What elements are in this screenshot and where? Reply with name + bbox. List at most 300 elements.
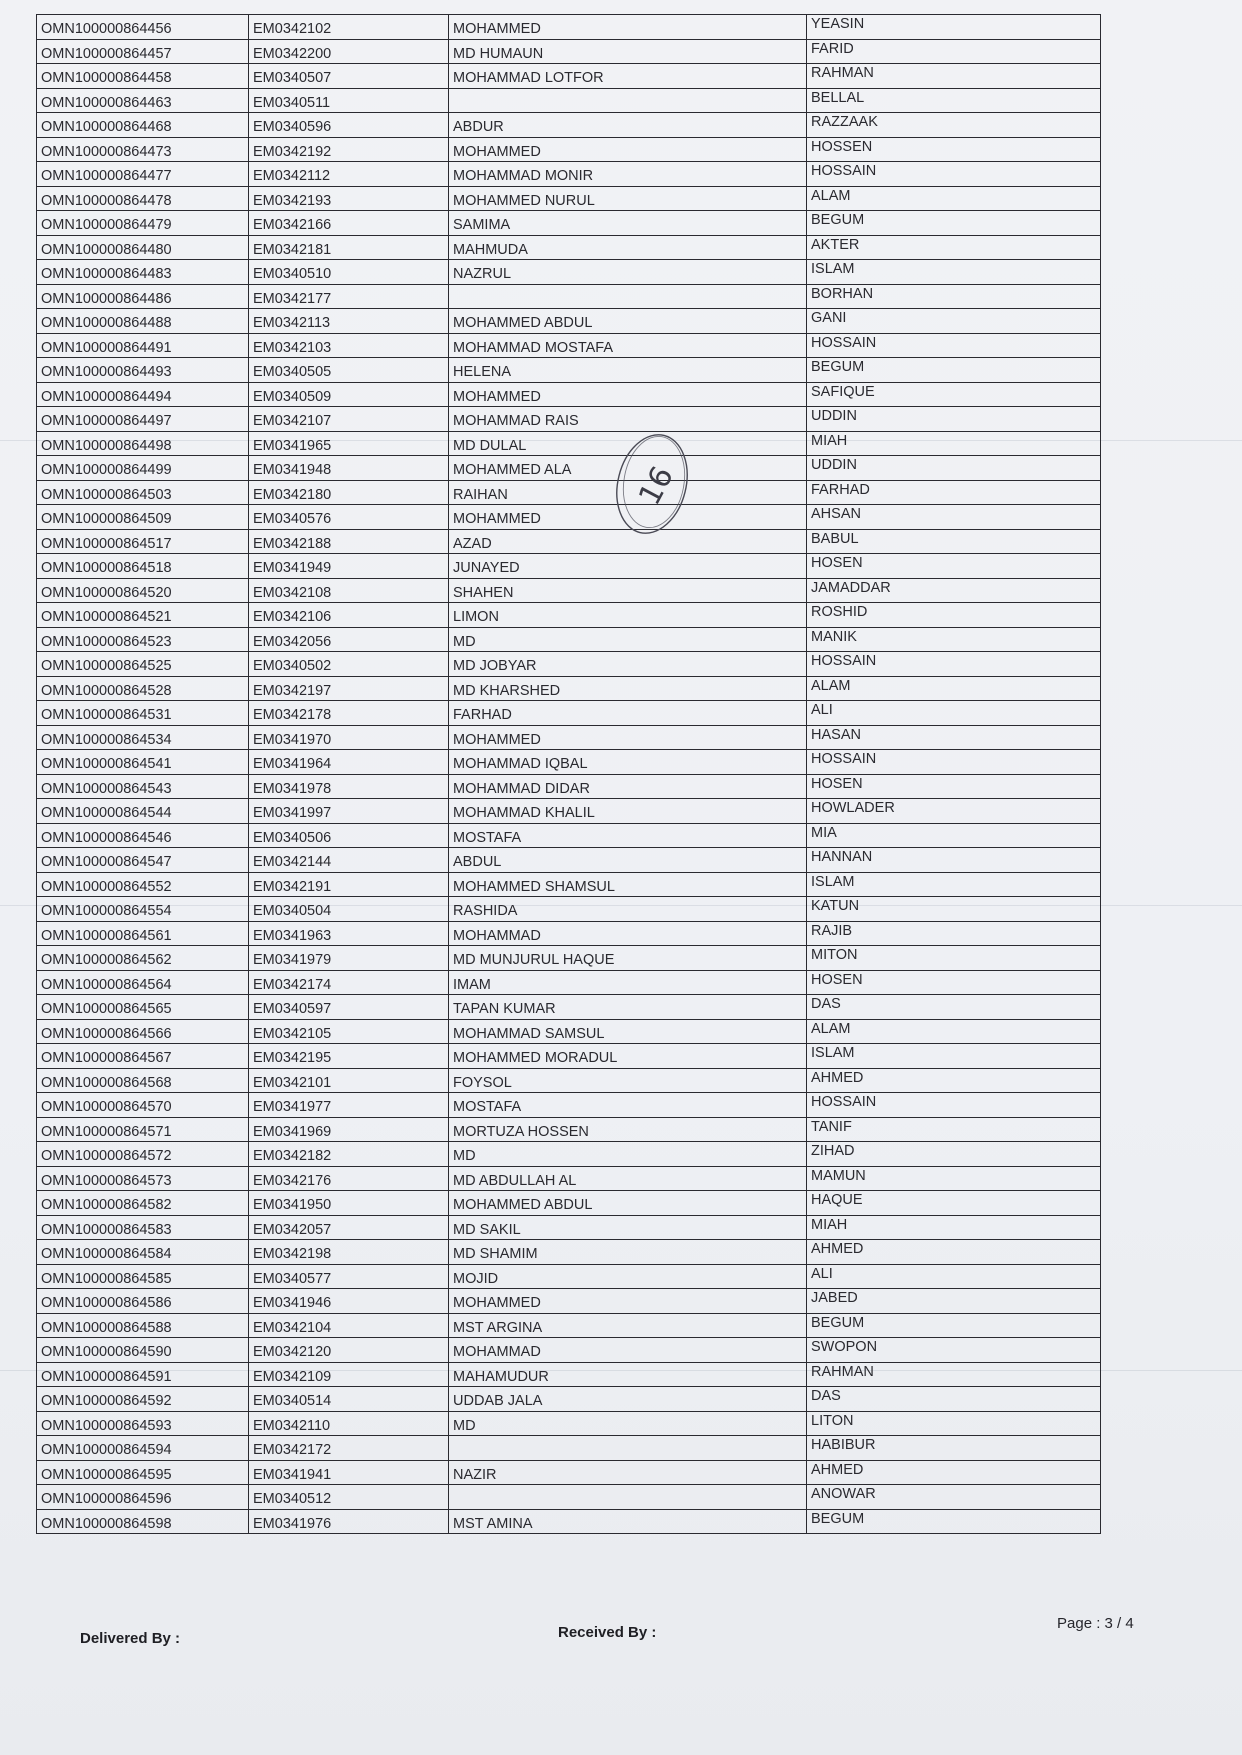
- record-id-cell: OMN100000864584: [37, 1240, 249, 1265]
- last-name-cell: HOSSAIN: [807, 750, 1101, 775]
- record-id-cell: OMN100000864592: [37, 1387, 249, 1412]
- record-id-cell: OMN100000864457: [37, 39, 249, 64]
- employee-code-cell: EM0340576: [249, 505, 449, 530]
- first-name-cell: MOHAMMAD MONIR: [449, 162, 807, 187]
- employee-code-cell: EM0342172: [249, 1436, 449, 1461]
- employee-code-cell: EM0342107: [249, 407, 449, 432]
- table-row: [37, 1044, 1101, 1069]
- table-row: [37, 480, 1101, 505]
- record-id-cell: OMN100000864573: [37, 1166, 249, 1191]
- employee-code-cell: EM0341948: [249, 456, 449, 481]
- last-name-cell: SWOPON: [807, 1338, 1101, 1363]
- record-id-cell: OMN100000864521: [37, 603, 249, 628]
- employee-code-cell: EM0340511: [249, 88, 449, 113]
- table-row: [37, 1264, 1101, 1289]
- employee-code-cell: EM0341964: [249, 750, 449, 775]
- table-row: [37, 1117, 1101, 1142]
- employee-code-cell: EM0342177: [249, 284, 449, 309]
- record-id-cell: OMN100000864456: [37, 15, 249, 40]
- last-name-cell: AKTER: [807, 235, 1101, 260]
- record-id-cell: OMN100000864585: [37, 1264, 249, 1289]
- first-name-cell: MD ABDULLAH AL: [449, 1166, 807, 1191]
- table-row: [37, 382, 1101, 407]
- table-row: [37, 970, 1101, 995]
- table-row: [37, 15, 1101, 40]
- employee-code-cell: EM0342102: [249, 15, 449, 40]
- table-row: [37, 1411, 1101, 1436]
- employee-code-cell: EM0342103: [249, 333, 449, 358]
- last-name-cell: ALI: [807, 1264, 1101, 1289]
- employee-code-cell: EM0342109: [249, 1362, 449, 1387]
- employee-code-cell: EM0342188: [249, 529, 449, 554]
- employee-code-cell: EM0342180: [249, 480, 449, 505]
- table-row: [37, 1093, 1101, 1118]
- last-name-cell: HOSEN: [807, 970, 1101, 995]
- employee-code-cell: EM0342178: [249, 701, 449, 726]
- table-row: [37, 39, 1101, 64]
- first-name-cell: MOJID: [449, 1264, 807, 1289]
- first-name-cell: [449, 284, 807, 309]
- record-id-cell: OMN100000864594: [37, 1436, 249, 1461]
- employee-code-cell: EM0342105: [249, 1019, 449, 1044]
- employee-code-cell: EM0340577: [249, 1264, 449, 1289]
- last-name-cell: HAQUE: [807, 1191, 1101, 1216]
- table-row: [37, 1362, 1101, 1387]
- employee-code-cell: EM0341979: [249, 946, 449, 971]
- record-id-cell: OMN100000864596: [37, 1485, 249, 1510]
- record-id-cell: OMN100000864518: [37, 554, 249, 579]
- table-row: [37, 211, 1101, 236]
- first-name-cell: IMAM: [449, 970, 807, 995]
- first-name-cell: MOHAMMAD: [449, 1338, 807, 1363]
- table-row: [37, 1387, 1101, 1412]
- last-name-cell: RAJIB: [807, 921, 1101, 946]
- first-name-cell: MOSTAFA: [449, 1093, 807, 1118]
- first-name-cell: MD SHAMIM: [449, 1240, 807, 1265]
- first-name-cell: RASHIDA: [449, 897, 807, 922]
- record-id-cell: OMN100000864509: [37, 505, 249, 530]
- first-name-cell: MD KHARSHED: [449, 676, 807, 701]
- table-row: [37, 235, 1101, 260]
- employee-code-cell: EM0340504: [249, 897, 449, 922]
- table-row: [37, 1509, 1101, 1534]
- first-name-cell: SAMIMA: [449, 211, 807, 236]
- table-row: [37, 88, 1101, 113]
- table-row: [37, 603, 1101, 628]
- first-name-cell: MD HUMAUN: [449, 39, 807, 64]
- last-name-cell: BEGUM: [807, 1509, 1101, 1534]
- table-row: [37, 799, 1101, 824]
- last-name-cell: ALI: [807, 701, 1101, 726]
- first-name-cell: [449, 1485, 807, 1510]
- employee-code-cell: EM0342174: [249, 970, 449, 995]
- last-name-cell: JAMADDAR: [807, 578, 1101, 603]
- table-row: [37, 1338, 1101, 1363]
- employee-code-cell: EM0341963: [249, 921, 449, 946]
- first-name-cell: MD: [449, 627, 807, 652]
- last-name-cell: HOWLADER: [807, 799, 1101, 824]
- last-name-cell: ALAM: [807, 1019, 1101, 1044]
- employee-code-cell: EM0342101: [249, 1068, 449, 1093]
- table-row: [37, 554, 1101, 579]
- table-row: [37, 260, 1101, 285]
- last-name-cell: AHMED: [807, 1460, 1101, 1485]
- table-row: [37, 1436, 1101, 1461]
- record-id-cell: OMN100000864534: [37, 725, 249, 750]
- record-id-cell: OMN100000864491: [37, 333, 249, 358]
- last-name-cell: KATUN: [807, 897, 1101, 922]
- first-name-cell: NAZIR: [449, 1460, 807, 1485]
- employee-code-cell: EM0340510: [249, 260, 449, 285]
- record-id-cell: OMN100000864586: [37, 1289, 249, 1314]
- last-name-cell: HOSSAIN: [807, 652, 1101, 677]
- first-name-cell: MD DULAL: [449, 431, 807, 456]
- first-name-cell: MOHAMMAD IQBAL: [449, 750, 807, 775]
- employee-code-cell: EM0342191: [249, 872, 449, 897]
- record-id-cell: OMN100000864571: [37, 1117, 249, 1142]
- employee-code-cell: EM0341970: [249, 725, 449, 750]
- table-row: [37, 823, 1101, 848]
- page-number: Page : 3 / 4: [1057, 1615, 1134, 1632]
- last-name-cell: YEASIN: [807, 15, 1101, 40]
- table-row: [37, 774, 1101, 799]
- last-name-cell: RAHMAN: [807, 64, 1101, 89]
- last-name-cell: JABED: [807, 1289, 1101, 1314]
- employee-code-cell: EM0340506: [249, 823, 449, 848]
- last-name-cell: HABIBUR: [807, 1436, 1101, 1461]
- employee-code-cell: EM0342113: [249, 309, 449, 334]
- record-id-cell: OMN100000864547: [37, 848, 249, 873]
- employee-code-cell: EM0342195: [249, 1044, 449, 1069]
- employee-code-cell: EM0342193: [249, 186, 449, 211]
- employee-code-cell: EM0340509: [249, 382, 449, 407]
- table-row: [37, 456, 1101, 481]
- record-id-cell: OMN100000864554: [37, 897, 249, 922]
- employee-code-cell: EM0341949: [249, 554, 449, 579]
- first-name-cell: [449, 88, 807, 113]
- table-row: [37, 64, 1101, 89]
- table-row: [37, 946, 1101, 971]
- employee-code-cell: EM0340514: [249, 1387, 449, 1412]
- first-name-cell: MOHAMMED: [449, 725, 807, 750]
- employee-code-cell: EM0342108: [249, 578, 449, 603]
- first-name-cell: MOHAMMED: [449, 505, 807, 530]
- last-name-cell: UDDIN: [807, 407, 1101, 432]
- table-row: [37, 505, 1101, 530]
- record-id-cell: OMN100000864523: [37, 627, 249, 652]
- first-name-cell: MOHAMMED: [449, 15, 807, 40]
- last-name-cell: AHMED: [807, 1240, 1101, 1265]
- table-row: [37, 529, 1101, 554]
- record-id-cell: OMN100000864565: [37, 995, 249, 1020]
- last-name-cell: HASAN: [807, 725, 1101, 750]
- first-name-cell: MOHAMMED NURUL: [449, 186, 807, 211]
- table-row: [37, 431, 1101, 456]
- last-name-cell: DAS: [807, 995, 1101, 1020]
- record-id-cell: OMN100000864531: [37, 701, 249, 726]
- record-id-cell: OMN100000864591: [37, 1362, 249, 1387]
- first-name-cell: MOHAMMED ALA: [449, 456, 807, 481]
- record-id-cell: OMN100000864588: [37, 1313, 249, 1338]
- employee-code-cell: EM0342144: [249, 848, 449, 873]
- table-row: [37, 1166, 1101, 1191]
- employee-code-cell: EM0342192: [249, 137, 449, 162]
- table-row: [37, 1240, 1101, 1265]
- last-name-cell: RAZZAAK: [807, 113, 1101, 138]
- record-id-cell: OMN100000864479: [37, 211, 249, 236]
- last-name-cell: BEGUM: [807, 358, 1101, 383]
- first-name-cell: LIMON: [449, 603, 807, 628]
- table-row: [37, 578, 1101, 603]
- record-id-cell: OMN100000864583: [37, 1215, 249, 1240]
- first-name-cell: RAIHAN: [449, 480, 807, 505]
- first-name-cell: MOSTAFA: [449, 823, 807, 848]
- employee-code-cell: EM0342057: [249, 1215, 449, 1240]
- first-name-cell: MOHAMMAD SAMSUL: [449, 1019, 807, 1044]
- last-name-cell: BABUL: [807, 529, 1101, 554]
- record-id-cell: OMN100000864595: [37, 1460, 249, 1485]
- first-name-cell: MD: [449, 1411, 807, 1436]
- last-name-cell: ISLAM: [807, 1044, 1101, 1069]
- table-row: [37, 627, 1101, 652]
- first-name-cell: MOHAMMAD: [449, 921, 807, 946]
- first-name-cell: AZAD: [449, 529, 807, 554]
- table-row: [37, 848, 1101, 873]
- first-name-cell: MOHAMMED: [449, 137, 807, 162]
- record-id-cell: OMN100000864552: [37, 872, 249, 897]
- employee-code-cell: EM0342176: [249, 1166, 449, 1191]
- first-name-cell: MAHMUDA: [449, 235, 807, 260]
- table-row: [37, 1191, 1101, 1216]
- table-row: [37, 309, 1101, 334]
- last-name-cell: MIAH: [807, 1215, 1101, 1240]
- record-id-cell: OMN100000864468: [37, 113, 249, 138]
- first-name-cell: FOYSOL: [449, 1068, 807, 1093]
- last-name-cell: ALAM: [807, 186, 1101, 211]
- record-id-cell: OMN100000864497: [37, 407, 249, 432]
- employee-code-cell: EM0341976: [249, 1509, 449, 1534]
- first-name-cell: FARHAD: [449, 701, 807, 726]
- first-name-cell: MOHAMMAD DIDAR: [449, 774, 807, 799]
- last-name-cell: MIAH: [807, 431, 1101, 456]
- last-name-cell: HOSEN: [807, 774, 1101, 799]
- first-name-cell: UDDAB JALA: [449, 1387, 807, 1412]
- table-row: [37, 1485, 1101, 1510]
- last-name-cell: MAMUN: [807, 1166, 1101, 1191]
- employee-code-cell: EM0342056: [249, 627, 449, 652]
- record-id-cell: OMN100000864520: [37, 578, 249, 603]
- record-id-cell: OMN100000864483: [37, 260, 249, 285]
- last-name-cell: BELLAL: [807, 88, 1101, 113]
- last-name-cell: HANNAN: [807, 848, 1101, 873]
- table-row: [37, 750, 1101, 775]
- last-name-cell: ZIHAD: [807, 1142, 1101, 1167]
- first-name-cell: MOHAMMED: [449, 1289, 807, 1314]
- employee-code-cell: EM0341941: [249, 1460, 449, 1485]
- employee-code-cell: EM0342182: [249, 1142, 449, 1167]
- record-id-cell: OMN100000864543: [37, 774, 249, 799]
- employee-code-cell: EM0341969: [249, 1117, 449, 1142]
- first-name-cell: HELENA: [449, 358, 807, 383]
- employee-code-cell: EM0342104: [249, 1313, 449, 1338]
- last-name-cell: LITON: [807, 1411, 1101, 1436]
- last-name-cell: HOSSAIN: [807, 333, 1101, 358]
- employee-code-cell: EM0340596: [249, 113, 449, 138]
- handwritten-mark-text: 16: [632, 460, 681, 511]
- last-name-cell: HOSSAIN: [807, 1093, 1101, 1118]
- first-name-cell: MOHAMMAD MOSTAFA: [449, 333, 807, 358]
- last-name-cell: DAS: [807, 1387, 1101, 1412]
- record-id-cell: OMN100000864478: [37, 186, 249, 211]
- employee-code-cell: EM0342106: [249, 603, 449, 628]
- first-name-cell: MOHAMMED ABDUL: [449, 1191, 807, 1216]
- first-name-cell: MD MUNJURUL HAQUE: [449, 946, 807, 971]
- record-id-cell: OMN100000864494: [37, 382, 249, 407]
- record-id-cell: OMN100000864477: [37, 162, 249, 187]
- first-name-cell: MOHAMMED ABDUL: [449, 309, 807, 334]
- last-name-cell: FARHAD: [807, 480, 1101, 505]
- employee-code-cell: EM0342110: [249, 1411, 449, 1436]
- last-name-cell: RAHMAN: [807, 1362, 1101, 1387]
- record-id-cell: OMN100000864564: [37, 970, 249, 995]
- first-name-cell: MOHAMMAD KHALIL: [449, 799, 807, 824]
- first-name-cell: MORTUZA HOSSEN: [449, 1117, 807, 1142]
- last-name-cell: HOSSAIN: [807, 162, 1101, 187]
- table-row: [37, 872, 1101, 897]
- record-id-cell: OMN100000864562: [37, 946, 249, 971]
- last-name-cell: GANI: [807, 309, 1101, 334]
- last-name-cell: BEGUM: [807, 211, 1101, 236]
- table-row: [37, 162, 1101, 187]
- last-name-cell: HOSEN: [807, 554, 1101, 579]
- record-id-cell: OMN100000864499: [37, 456, 249, 481]
- table-row: [37, 921, 1101, 946]
- table-row: [37, 652, 1101, 677]
- record-id-cell: OMN100000864561: [37, 921, 249, 946]
- last-name-cell: SAFIQUE: [807, 382, 1101, 407]
- employee-code-cell: EM0340505: [249, 358, 449, 383]
- first-name-cell: MOHAMMED MORADUL: [449, 1044, 807, 1069]
- last-name-cell: BORHAN: [807, 284, 1101, 309]
- table-row: [37, 1460, 1101, 1485]
- table-row: [37, 897, 1101, 922]
- last-name-cell: ANOWAR: [807, 1485, 1101, 1510]
- employee-code-cell: EM0340597: [249, 995, 449, 1020]
- last-name-cell: MANIK: [807, 627, 1101, 652]
- record-id-cell: OMN100000864570: [37, 1093, 249, 1118]
- employee-code-cell: EM0342197: [249, 676, 449, 701]
- table-row: [37, 1289, 1101, 1314]
- employee-code-cell: EM0342120: [249, 1338, 449, 1363]
- record-id-cell: OMN100000864488: [37, 309, 249, 334]
- records-table: [36, 14, 1101, 1534]
- record-id-cell: OMN100000864503: [37, 480, 249, 505]
- first-name-cell: MD JOBYAR: [449, 652, 807, 677]
- table-row: [37, 137, 1101, 162]
- employee-code-cell: EM0342166: [249, 211, 449, 236]
- employee-code-cell: EM0341965: [249, 431, 449, 456]
- table-row: [37, 1215, 1101, 1240]
- first-name-cell: [449, 1436, 807, 1461]
- last-name-cell: TANIF: [807, 1117, 1101, 1142]
- record-id-cell: OMN100000864528: [37, 676, 249, 701]
- table-row: [37, 186, 1101, 211]
- last-name-cell: HOSSEN: [807, 137, 1101, 162]
- record-id-cell: OMN100000864498: [37, 431, 249, 456]
- table-row: [37, 995, 1101, 1020]
- record-id-cell: OMN100000864544: [37, 799, 249, 824]
- employee-code-cell: EM0341977: [249, 1093, 449, 1118]
- table-row: [37, 1019, 1101, 1044]
- record-id-cell: OMN100000864541: [37, 750, 249, 775]
- record-id-cell: OMN100000864598: [37, 1509, 249, 1534]
- first-name-cell: MD: [449, 1142, 807, 1167]
- employee-code-cell: EM0340502: [249, 652, 449, 677]
- received-by-label: Received By :: [558, 1624, 657, 1641]
- last-name-cell: BEGUM: [807, 1313, 1101, 1338]
- first-name-cell: ABDUL: [449, 848, 807, 873]
- last-name-cell: AHMED: [807, 1068, 1101, 1093]
- first-name-cell: MOHAMMAD LOTFOR: [449, 64, 807, 89]
- first-name-cell: SHAHEN: [449, 578, 807, 603]
- last-name-cell: ISLAM: [807, 872, 1101, 897]
- record-id-cell: OMN100000864568: [37, 1068, 249, 1093]
- first-name-cell: MOHAMMED SHAMSUL: [449, 872, 807, 897]
- employee-code-cell: EM0342181: [249, 235, 449, 260]
- table-row: [37, 358, 1101, 383]
- last-name-cell: FARID: [807, 39, 1101, 64]
- record-id-cell: OMN100000864458: [37, 64, 249, 89]
- last-name-cell: AHSAN: [807, 505, 1101, 530]
- table-row: [37, 676, 1101, 701]
- record-id-cell: OMN100000864593: [37, 1411, 249, 1436]
- record-id-cell: OMN100000864517: [37, 529, 249, 554]
- record-id-cell: OMN100000864473: [37, 137, 249, 162]
- handwritten-circle-mark: [610, 432, 700, 542]
- last-name-cell: MIA: [807, 823, 1101, 848]
- record-id-cell: OMN100000864546: [37, 823, 249, 848]
- first-name-cell: MD SAKIL: [449, 1215, 807, 1240]
- record-id-cell: OMN100000864486: [37, 284, 249, 309]
- first-name-cell: MAHAMUDUR: [449, 1362, 807, 1387]
- table-row: [37, 725, 1101, 750]
- record-id-cell: OMN100000864525: [37, 652, 249, 677]
- table-row: [37, 284, 1101, 309]
- record-id-cell: OMN100000864480: [37, 235, 249, 260]
- table-row: [37, 407, 1101, 432]
- first-name-cell: JUNAYED: [449, 554, 807, 579]
- table-row: [37, 1313, 1101, 1338]
- table-row: [37, 701, 1101, 726]
- first-name-cell: NAZRUL: [449, 260, 807, 285]
- last-name-cell: ROSHID: [807, 603, 1101, 628]
- delivered-by-label: Delivered By :: [80, 1630, 181, 1647]
- record-id-cell: OMN100000864566: [37, 1019, 249, 1044]
- record-id-cell: OMN100000864493: [37, 358, 249, 383]
- first-name-cell: MST AMINA: [449, 1509, 807, 1534]
- employee-code-cell: EM0341946: [249, 1289, 449, 1314]
- employee-code-cell: EM0341997: [249, 799, 449, 824]
- table-row: [37, 113, 1101, 138]
- first-name-cell: ABDUR: [449, 113, 807, 138]
- first-name-cell: TAPAN KUMAR: [449, 995, 807, 1020]
- last-name-cell: ALAM: [807, 676, 1101, 701]
- table-row: [37, 1068, 1101, 1093]
- table-row: [37, 333, 1101, 358]
- last-name-cell: MITON: [807, 946, 1101, 971]
- record-id-cell: OMN100000864567: [37, 1044, 249, 1069]
- employee-code-cell: EM0342112: [249, 162, 449, 187]
